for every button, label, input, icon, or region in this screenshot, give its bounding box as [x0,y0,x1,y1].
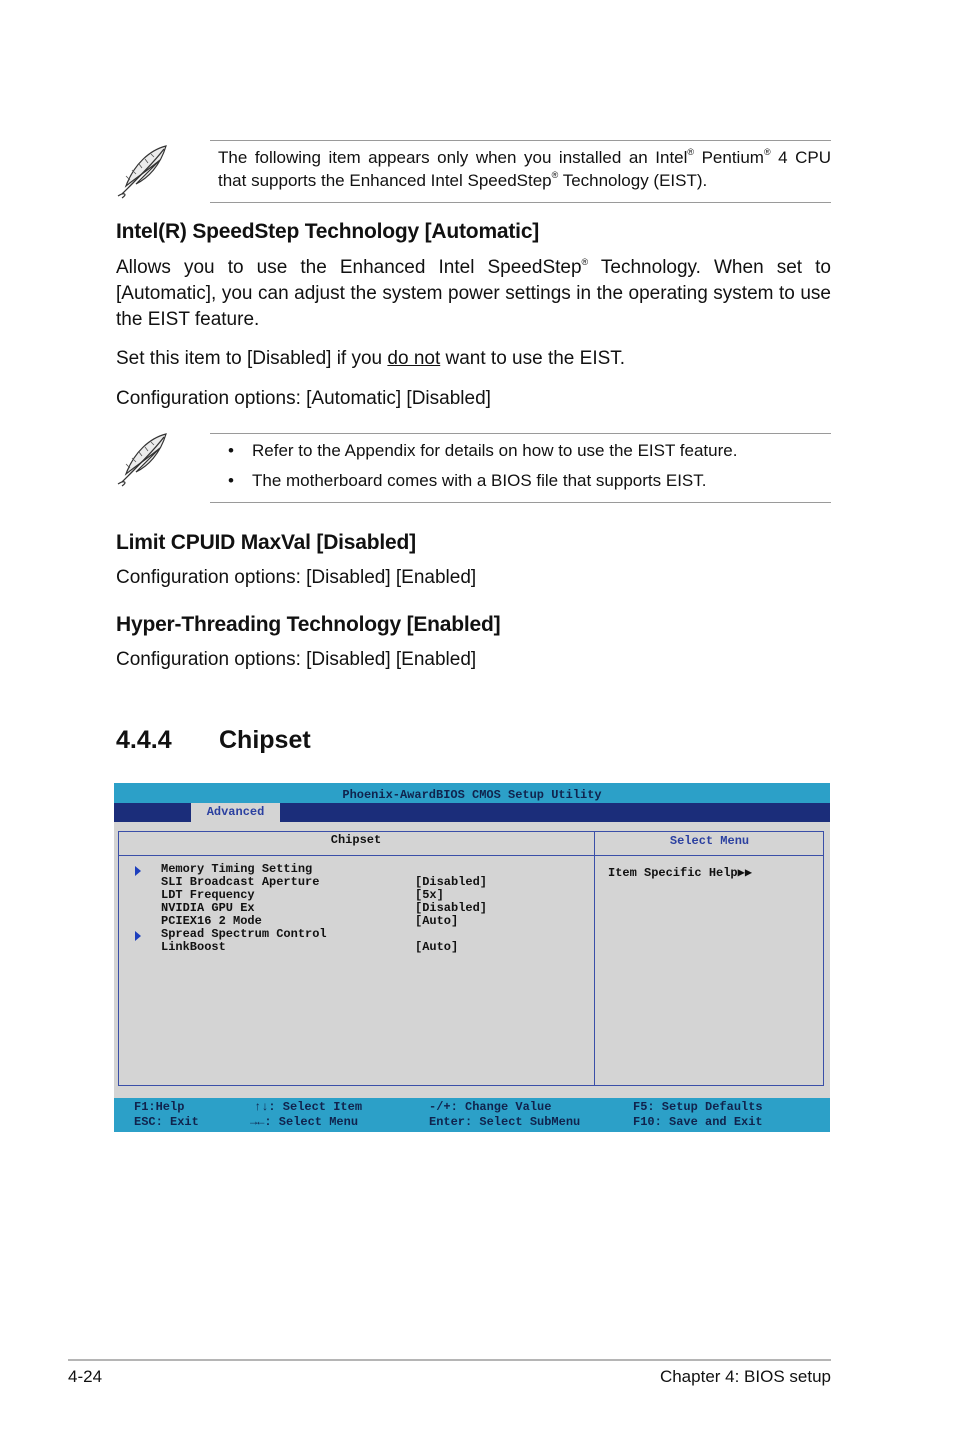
chipset-section-title: 4.4.4 Chipset [116,726,311,754]
note-bottom-rule [210,202,831,203]
feather-quill-icon [114,142,174,200]
note-1-line-1: The following item appears only when you installed an Intel® Pentium® 4 CPU [218,147,831,167]
key-esc-exit: ESC: Exit [134,1115,199,1129]
speedstep-disable-note: Set this item to [Disabled] if you do not want to use the EIST. [116,348,626,369]
feather-quill-icon [114,430,174,488]
note-1-line-2: that supports the Enhanced Intel SpeedStep® Technology (EIST). [218,170,708,190]
speedstep-description: Allows you to use the Enhanced Intel SpeedStep® Technology. When set to [Automatic], you can adjust the system power settings in the operating system to use the EIST feature. [116,257,831,330]
key-f10-save-exit: F10: Save and Exit [633,1115,763,1129]
cpuid-config-options: Configuration options: [Disabled] [Enabled] [116,567,477,588]
speedstep-heading: Intel(R) SpeedStep Technology [Automatic] [116,220,540,243]
note-bottom-rule [210,502,831,503]
page-number: 4-24 [68,1367,103,1386]
note-top-rule [210,140,831,141]
submenu-arrow-icon [135,866,141,876]
list-item: • Refer to the Appendix for details on how to use the EIST feature. [228,441,738,460]
key-f5-defaults: F5: Setup Defaults [633,1100,763,1114]
key-select-submenu: Enter: Select SubMenu [429,1115,581,1129]
hyperthreading-heading: Hyper-Threading Technology [Enabled] [116,613,501,636]
footer-rule [68,1359,831,1361]
bios-menu-bar [114,803,830,822]
speedstep-config-options: Configuration options: [Automatic] [Disabled] [116,388,491,409]
bios-screenshot: Phoenix-AwardBIOS CMOS Setup Utility Advanced Chipset Select Menu Memory Timing Setting SLI Broadcast Aperture [Disabled] LDT Frequency [5x] NVIDIA GPU Ex [Disabled] PCIEX16 2 Mode [Auto] Spread Spectrum Control LinkBoost [Auto] Item Specific Help▶▶ F1:Help ESC: Exit ↑↓: Select Item →←: Select Menu -/+: Change Value Enter: Select SubMenu F5: Setup Defaults F10: Save and Exit [114,783,830,1132]
list-item: • The motherboard comes with a BIOS file that supports EIST. [228,471,707,490]
bios-item-help: Item Specific Help▶▶ [608,866,753,880]
tab-advanced[interactable]: Advanced [191,803,280,822]
bios-divider [118,855,824,856]
key-change-value: -/+: Change Value [429,1100,552,1114]
bios-panel-title: Chipset [330,833,382,847]
key-f1-help: F1:Help [134,1100,185,1114]
bios-title-bar: Phoenix-AwardBIOS CMOS Setup Utility [114,783,830,803]
key-select-item: ↑↓: Select Item [254,1100,363,1114]
note-top-rule [210,433,831,434]
key-select-menu: →←: Select Menu [250,1115,359,1129]
note-2-list [218,436,831,496]
cpuid-heading: Limit CPUID MaxVal [Disabled] [116,531,416,554]
submenu-arrow-icon [135,931,141,941]
bios-divider [594,831,595,1086]
bios-help-title: Select Menu [669,834,750,848]
bios-key-legend [114,1098,830,1132]
hyperthreading-config-options: Configuration options: [Disabled] [Enabled] [116,649,477,670]
chapter-label: Chapter 4: BIOS setup [659,1367,831,1386]
